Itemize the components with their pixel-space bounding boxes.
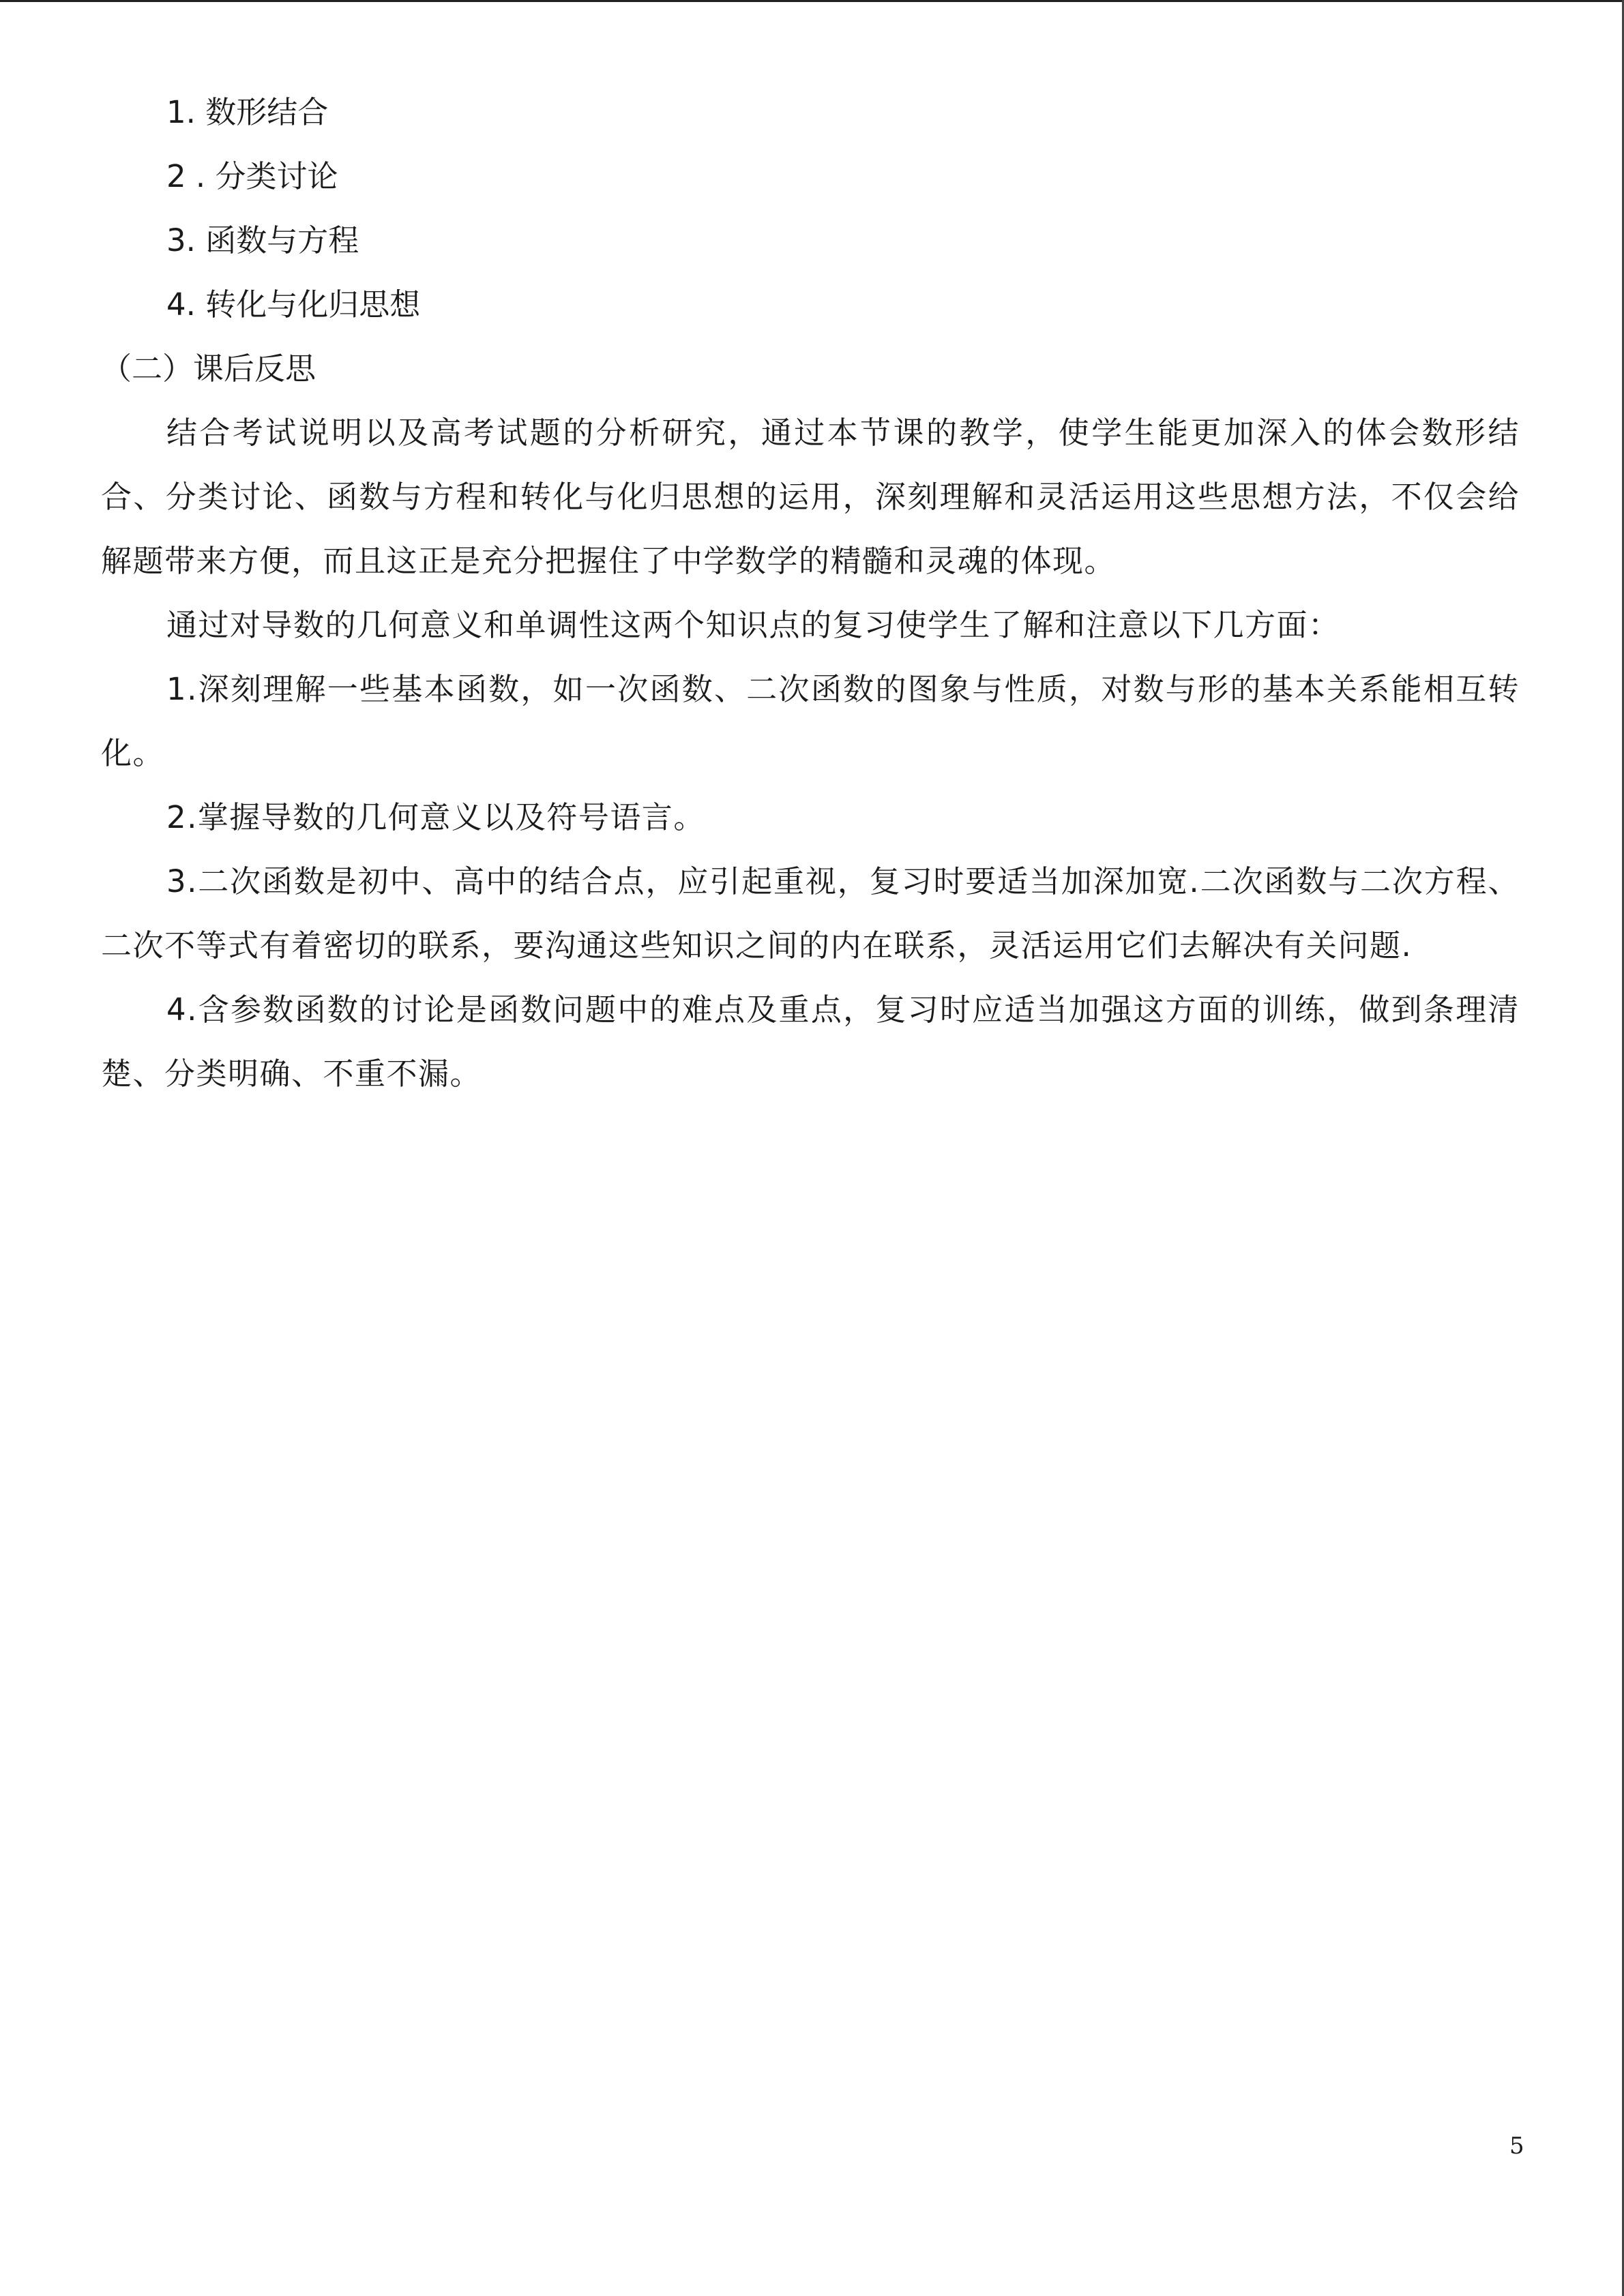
list-item-3: 3. 函数与方程 [166, 222, 359, 258]
point-4-paragraph: 4.含参数函数的讨论是函数问题中的难点及重点，复习时应适当加强这方面的训练，做到条理清楚、分类明确、不重不漏。 [101, 992, 1520, 1092]
section-heading: （二）课后反思 [101, 351, 316, 387]
list-item-2: 2 . 分类讨论 [166, 158, 338, 194]
reflection-paragraph: 结合考试说明以及高考试题的分析研究，通过本节课的教学，使学生能更加深入的体会数形结合、分类讨论、函数与方程和转化与化归思想的运用，深刻理解和灵活运用这些思想方法，不仅会给解题带来方便，而且这正是充分把握住了中学数学的精髓和灵魂的体现。 [101, 415, 1520, 579]
review-intro-paragraph: 通过对导数的几何意义和单调性这两个知识点的复习使学生了解和注意以下几方面： [166, 607, 1340, 643]
point-3-paragraph: 3.二次函数是初中、高中的结合点，应引起重视，复习时要适当加深加宽.二次函数与二次方程、二次不等式有着密切的联系，要沟通这些知识之间的内在联系，灵活运用它们去解决有关问题. [101, 863, 1520, 964]
page-number: 5 [1509, 2132, 1524, 2160]
point-2-paragraph: 2.掌握导数的几何意义以及符号语言。 [166, 799, 705, 835]
list-item-1: 1. 数形结合 [166, 94, 329, 130]
document-body [101, 80, 1520, 1106]
list-item-4: 4. 转化与化归思想 [166, 286, 421, 323]
point-1-paragraph: 1.深刻理解一些基本函数，如一次函数、二次函数的图象与性质，对数与形的基本关系能相互转化。 [101, 671, 1520, 771]
page-top-border [0, 0, 1624, 2]
